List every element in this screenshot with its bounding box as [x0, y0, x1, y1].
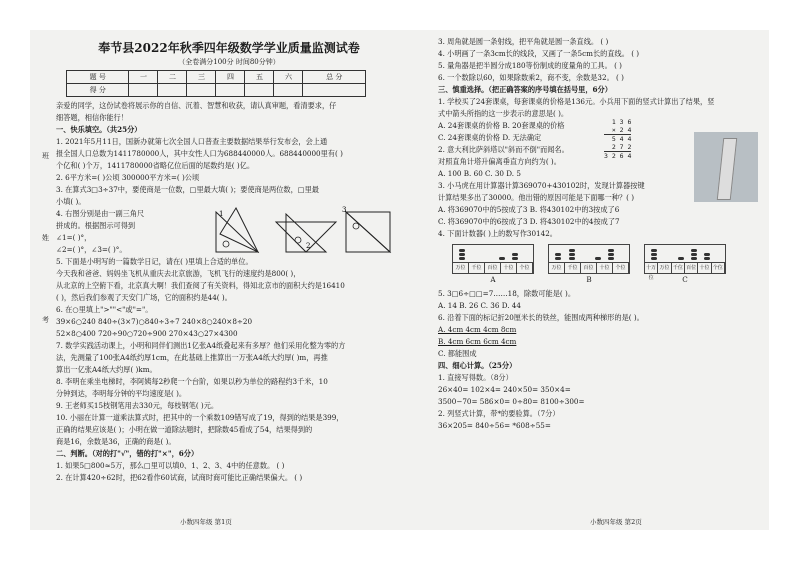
question-line: ∠2=( )°，∠3=( )°。 — [56, 245, 127, 254]
option-line: A. 14 B. 26 C. 36 D. 44 — [438, 301, 521, 310]
question-line: 1. 学校买了24套课桌，每套课桌的价格是136元。小兵用下面的竖式计算出了结果，竖 — [438, 97, 715, 106]
score-header: 一 — [129, 71, 158, 84]
section-heading: 二、判断。（对的打"√"，错的打"×"，6分） — [56, 449, 199, 458]
side-label-name: 姓 — [42, 234, 49, 242]
score-cell[interactable] — [303, 84, 366, 97]
score-header: 总 分 — [303, 71, 366, 84]
abacus-options — [452, 244, 764, 286]
score-cell: 得 分 — [67, 84, 129, 97]
score-header: 五 — [245, 71, 274, 84]
question-line: 分钟到达，李明每分钟的平均速度是( )。 — [56, 389, 187, 398]
question-line: 39×6○240 840÷(3×7)○840÷3÷7 240×8○240×8÷20 — [56, 317, 253, 326]
segment-option: A. 4cm 4cm 4cm 8cm — [438, 325, 517, 334]
question-line: 6. 在○里填上">""<"或"="。 — [56, 305, 153, 314]
question-line: 3. 在算式3□3÷37中，要使商是一位数，□里最大填( )；要使商是两位数，□里最 — [56, 185, 319, 194]
angle-label: 3 — [342, 206, 347, 214]
section-heading: 三、慎重选择。（把正确答案的序号填在括号里，6分） — [438, 85, 612, 94]
abacus-label: B — [586, 275, 592, 284]
question-line: 小填( )。 — [56, 197, 86, 206]
question-line: 1. 如果5□800≈5万，那么□里可以填0、1、2、3、4中的任意数。 ( ) — [56, 461, 285, 470]
question-line: 从北京的上空俯下看，北京真大啊！我们查阅了有关资料，得知北京市的面积大约是16410 — [56, 281, 345, 290]
question-line: 2. 列竖式计算，带*的要验算。（7分） — [438, 409, 560, 418]
question-line: 8. 李明在乘坐电梯时，李阿姨每2秒爬一个台阶，如果以秒为单位的路程约3千米，10 — [56, 377, 328, 386]
calc-line: 26×40= 102×4= 240×50= 350×4= — [438, 385, 571, 394]
angle-label: 2 — [306, 242, 311, 250]
score-header: 二 — [158, 71, 187, 84]
question-line: 报全国人口总数为1411780000人，其中女性人口为688440000人。688440000里有( ) — [56, 149, 343, 158]
option-line: C. 都能围成 — [438, 349, 477, 358]
question-line: 2. 6平方米=( )公顷 300000平方米=( )公顷 — [56, 173, 200, 182]
left-questions — [56, 100, 402, 484]
abacus-label: C — [682, 275, 688, 284]
question-line: 法，先测量了100张A4纸约厚1cm，在此基础上推算出一万张A4纸大约厚( )m，再推 — [56, 353, 328, 362]
question-line: 2. 在计算420÷62时，把62看作60试商，试商时商可能比正确结果偏大。 ( ) — [56, 473, 303, 482]
calc-line: 36×205= 840÷56= *608÷55= — [438, 421, 551, 430]
question-line: 6. 一个数除以60，如果除数乘2，商不变，余数是32。 ( ) — [438, 73, 624, 82]
question-line: 商是16，余数是36，正确的商是( )。 — [56, 437, 176, 446]
question-line: 式中箭头所指的这一步表示的意思是( )。 — [438, 109, 569, 118]
question-line: ( )，然后我们参观了天安门广场，它的面积约是44( )。 — [56, 293, 232, 302]
score-cell[interactable] — [129, 84, 158, 97]
question-line: 2. 意大利比萨斜塔以"斜而不倒"而闻名。 — [438, 145, 569, 154]
intro-line: 细答题，相信你能行！ — [56, 113, 128, 122]
question-line: 3. 小马虎在用计算器计算369070+430102时，发现计算器按键 — [438, 181, 645, 190]
question-line: ∠1=( )°， — [56, 233, 92, 242]
page-2-footer: 小数四年级 第2页 — [590, 518, 642, 526]
question-line: 3. 周角就是圆一条射线，把平角就是圆一条直线。 ( ) — [438, 37, 609, 46]
score-header: 三 — [187, 71, 216, 84]
score-cell[interactable] — [158, 84, 187, 97]
binding-margin — [42, 150, 49, 396]
score-header: 四 — [216, 71, 245, 84]
question-line: 4. 下面计数器( )上的数写作30142。 — [438, 229, 557, 238]
question-line: 算出一亿张A4纸大约厚( )km。 — [56, 365, 157, 374]
score-header: 题 号 — [67, 71, 129, 84]
score-header: 六 — [274, 71, 303, 84]
option-line: A. 100 B. 60 C. 30 D. 5 — [438, 169, 521, 178]
section-heading: 四、细心计算。（25分） — [438, 361, 517, 370]
option-line: C. 24套课桌的价格 D. 无法确定 — [438, 133, 542, 142]
option-line: A. 将369070中的5按成了3 B. 将430102中的3按成了6 — [438, 205, 620, 214]
question-line: 4. 右图分别是由一副三角尺 — [56, 209, 145, 218]
score-table — [66, 70, 366, 97]
option-line: C. 将369070中的6按成了3 D. 将430102中的4按成了7 — [438, 217, 620, 226]
question-line: 1. 2021年5月11日，国新办就第七次全国人口普查主要数据结果举行发布会，会上通 — [56, 137, 328, 146]
abacus-b: 万位 千位 百位 十位 个位 B — [548, 244, 630, 286]
segment-option: B. 4cm 6cm 6cm 4cm — [438, 337, 517, 346]
side-label-number: 考 — [42, 316, 49, 324]
question-line: 52×8○400 720÷90○720÷900 270×43○27×4300 — [56, 329, 238, 338]
vertical-multiplication: 1 3 6 × 2 4 5 4 4 2 7 2 3 2 6 4 — [604, 118, 632, 160]
abacus-a: 万位 千位 百位 十位 个位 A — [452, 244, 534, 286]
exam-sheet — [30, 30, 769, 530]
question-line: 正确的结果应该是( )；小明在做一道除法题时，把除数45看成了54，结果得到的 — [56, 425, 313, 434]
exam-subtitle: （全卷满分100分 时间80分钟） — [178, 58, 280, 66]
exam-title: 奉节县2022年秋季四年级数学学业质量监测试卷 — [98, 41, 360, 55]
question-line: 5. 3□6÷□□=7……18，除数可能是( )。 — [438, 289, 576, 298]
abacus-label: A — [490, 275, 496, 284]
abacus-c: 十万位 万位 千位 百位 十位 个位 C — [644, 244, 726, 286]
option-line: A. 24套课桌的价格 B. 20套课桌的价格 — [438, 121, 565, 130]
section-heading: 一、快乐填空。（共25分） — [56, 125, 142, 134]
page-1-footer: 小数四年级 第1页 — [180, 518, 232, 526]
calc-line: 3500−70= 586×0= 0÷80= 8100÷300= — [438, 397, 585, 406]
question-line: 4. 小明画了一条3cm长的线段，又画了一条5cm长的直线。 ( ) — [438, 49, 640, 58]
question-line: 拼成的。根据图示可得到 — [56, 221, 136, 230]
question-line: 7. 数学实践活动课上，小明和同伴们测出1亿张A4纸叠起来有多厚？他们采用化整为零的方 — [56, 341, 346, 350]
page-1 — [56, 36, 402, 484]
intro-line: 亲爱的同学，这份试卷将展示你的自信、沉着、智慧和收获，请认真审题，看清要求，仔 — [56, 101, 337, 110]
score-cell[interactable] — [187, 84, 216, 97]
score-cell[interactable] — [216, 84, 245, 97]
question-line: 5. 下面是小明写的一篇数学日记，请在( )里填上合适的单位。 — [56, 257, 253, 266]
angle-label: 1 — [219, 210, 224, 218]
question-line: 对照直角计塔升偏离垂直方向约为( )。 — [438, 157, 561, 166]
leaning-tower-photo — [694, 132, 758, 202]
question-line: 今天我和爸爸、妈妈坐飞机从重庆去北京旅游，飞机飞行的速度约是800( )， — [56, 269, 301, 278]
set-square-figure — [206, 204, 396, 256]
question-line: 1. 直接写得数。（8分） — [438, 373, 513, 382]
score-cell[interactable] — [274, 84, 303, 97]
question-line: 6. 沿着下面的标记折20厘米长的铁丝，能围成两种梯形的是( )。 — [438, 313, 644, 322]
question-line: 9. 王老师买15枝钢笔用去330元，每枝钢笔( )元。 — [56, 401, 219, 410]
question-line: 10. 小丽在计算一道乘法算式时，把其中的一个乘数109错写成了19，得到的结果是399， — [56, 413, 344, 422]
question-line: 计算结果多出了30000。他出错的原因可能是下面哪一种？( ) — [438, 193, 635, 202]
question-line: 5. 量角器是把半圆分成180等份制成的度量角的工具。 ( ) — [438, 61, 622, 70]
question-line: 个亿和( )个万，1411780000省略亿位后面的尾数约是( )亿。 — [56, 161, 255, 170]
page-2 — [438, 36, 764, 432]
score-cell[interactable] — [245, 84, 274, 97]
side-label-class: 班 — [42, 152, 49, 160]
